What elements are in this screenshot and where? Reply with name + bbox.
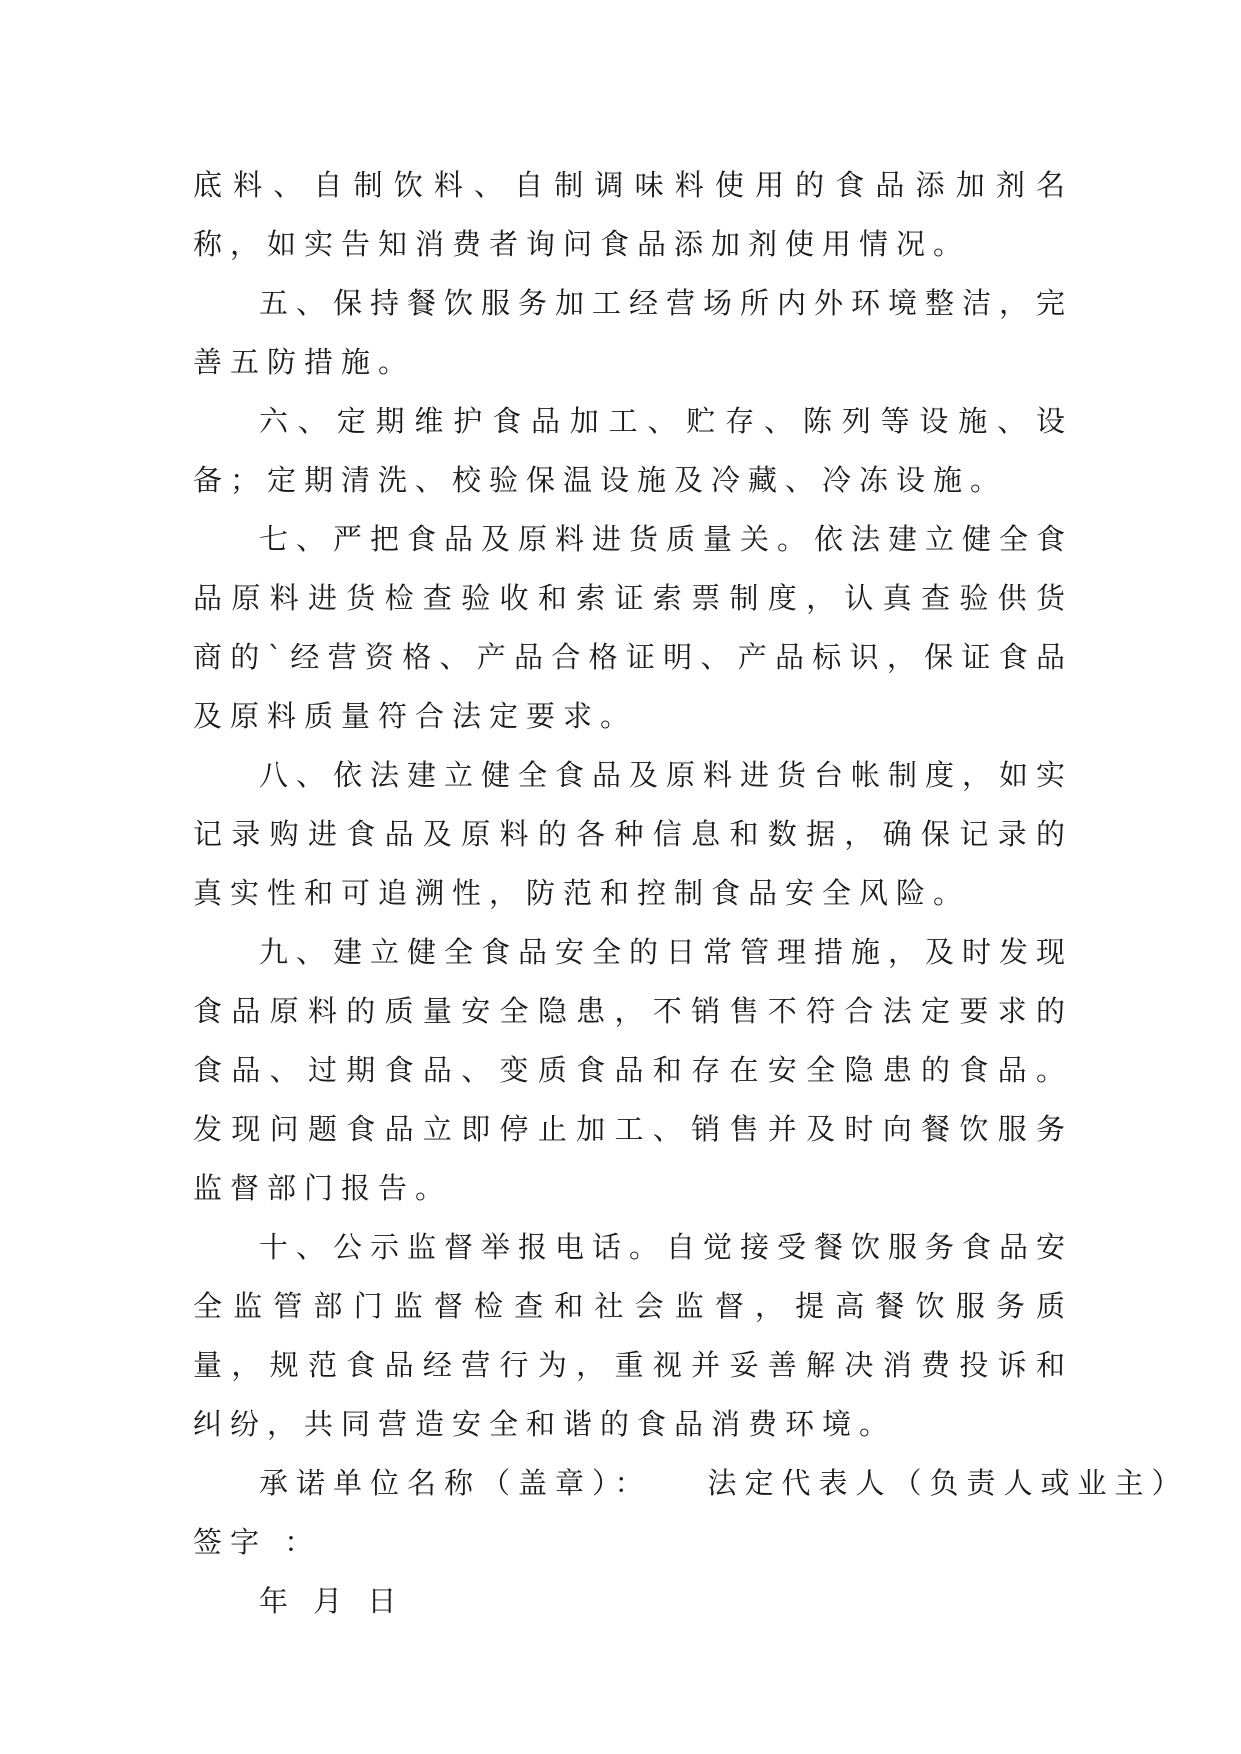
paragraph-item-5: 五、保持餐饮服务加工经营场所内外环境整洁，完善五防措施。 [193,286,1074,379]
unit-name-label: 承诺单位名称（盖章）： [259,1466,652,1500]
paragraph-item-6: 六、定期维护食品加工、贮存、陈列等设施、设备；定期清洗、校验保温设施及冷藏、冷冻设施。 [193,404,1073,497]
paragraph-food-additive-disclosure: 底料、自制饮料、自制调味料使用的食品添加剂名称，如实告知消费者询问食品添加剂使用情况。 [193,168,1073,261]
document-body [193,156,1189,1631]
paragraph-item-9: 九、建立健全食品安全的日常管理措施，及时发现食品原料的质量安全隐患，不销售不符合法定要求的食品、过期食品、变质食品和存在安全隐患的食品。发现问题食品立即停止加工、销售并及时向餐饮服务监督部门报告。 [193,935,1074,1205]
signature-line [193,1454,1189,1513]
paragraph-item-8: 八、依法建立健全食品及原料进货台帐制度，如实记录购进食品及原料的各种信息和数据，确保记录的真实性和可追溯性，防范和控制食品安全风险。 [193,758,1074,910]
legal-representative-label: 法定代表人（负责人或业主） [707,1466,1189,1500]
date-line: 年 月 日 [259,1584,405,1618]
paragraph-item-10: 十、公示监督举报电话。自觉接受餐饮服务食品安全监管部门监督检查和社会监督，提高餐饮服务质量，规范食品经营行为，重视并妥善解决消费投诉和纠纷，共同营造安全和谐的食品消费环境。 [193,1230,1074,1441]
paragraph-item-7: 七、严把食品及原料进货质量关。依法建立健全食品原料进货检查验收和索证索票制度，认真查验供货商的`经营资格、产品合格证明、产品标识，保证食品及原料质量符合法定要求。 [193,522,1074,733]
sign-label: 签字 ： [193,1525,322,1559]
